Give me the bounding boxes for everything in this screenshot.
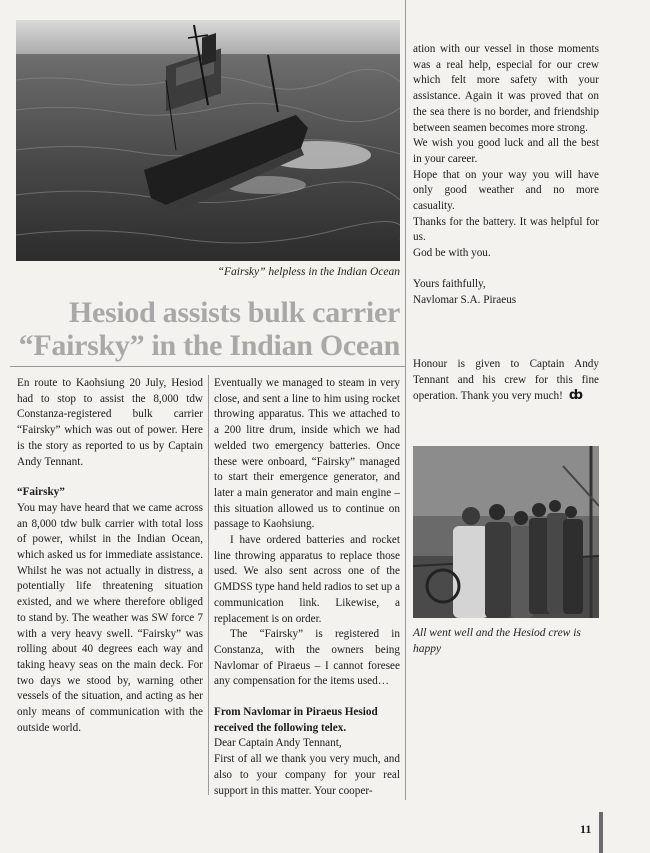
letter-paragraph: ation with our vessel in those moments was a real help, especial for our crew which felt more safety with your assistance. Again it was proved that on the sea there is no border, and friendship between seamen becomes more strong. (413, 43, 599, 134)
letter-paragraph: We wish you good luck and all the best in your career. (413, 137, 599, 165)
letter-paragraph: First of all we thank you very much, and also to your company for your real support in this matter. Your cooper- (214, 753, 400, 797)
page-edge-bar (599, 812, 603, 853)
page-number: 11 (580, 822, 592, 836)
body-paragraph: I have ordered batteries and rocket line throwing apparatus to replace those used. We also sent across one of the GMDSS type hand held radios to set up a communication link. Likewise, a replacement is on order. (214, 534, 400, 625)
photo-caption-bottom: All went well and the Hesiod crew is happy (413, 627, 581, 655)
honour-text: Honour is given to Captain Andy Tennant and his crew for this fine operation. Thank you very much! (413, 358, 599, 403)
telex-heading: From Navlomar in Piraeus Hesiod received the following telex. (214, 706, 378, 734)
letter-greeting: Dear Captain Andy Tennant, (214, 737, 342, 750)
article-column-1 (17, 376, 203, 736)
article-headline (10, 296, 400, 362)
company-logo-icon: ȸ (568, 388, 584, 404)
headline-rule (10, 366, 405, 367)
letter-closing: Yours faithfully, (413, 277, 486, 290)
headline-line-2: “Fairsky” in the Indian Ocean (18, 329, 400, 362)
body-paragraph: You may have heard that we came across an 8,000 tdw bulk carrier with total loss of power, whilst in the Indian Ocean, which asked us for immediate assistance. Whilst he was not actually in distress, a potentially life threatening situation existed, and we where therefore obliged to stand by. The weather was SW force 7 with a very heavy swell. “Fairsky” was rolling about 40 degrees each way and taking heavy seas on the main deck. For two days we stood by, warning other vessels of the situation, and acting as her only means of communication with the outside world. (17, 501, 203, 734)
photo-fairsky-ship (16, 20, 400, 261)
letter-paragraph: God be with you. (413, 247, 491, 260)
body-paragraph: The “Fairsky” is registered in Constanza, with the owners being Navlomar of Piraeus – I cannot foresee any compensation for the items used… (214, 628, 400, 688)
photo-hesiod-crew (413, 446, 599, 618)
letter-paragraph: Hope that on your way you will have only good weather and no more casuality. (413, 168, 599, 213)
honour-paragraph (413, 357, 599, 405)
column-divider-left (208, 375, 209, 795)
intro-paragraph: En route to Kaohsiung 20 July, Hesiod had to stop to assist the 8,000 tdw Constanza-registered bulk carrier “Fairsky” which was out of power. Here is the story as reported to us by Captain Andy Tennant. (17, 377, 203, 468)
column-divider-right (405, 0, 406, 800)
letter-signature: Navlomar S.A. Piraeus (413, 293, 517, 306)
photo-caption-top: “Fairsky” helpless in the Indian Ocean (217, 266, 400, 278)
article-column-2 (214, 376, 400, 799)
article-column-3 (413, 42, 599, 308)
headline-line-1: Hesiod assists bulk carrier (68, 296, 400, 329)
subheading-fairsky: “Fairsky” (17, 486, 65, 499)
letter-paragraph: Thanks for the battery. It was helpful for us. (413, 215, 599, 244)
body-paragraph: Eventually we managed to steam in very close, and sent a line to him using rocket throwing apparatus. This we attached to a 200 litre drum, inside which we had welded two emergency batteries. Once these were onboard, “Fairsky” managed to start their emergence generator, and later a main generator and main engine – this situation allowed us to continue on passage to Kaohsiung. (214, 377, 400, 531)
